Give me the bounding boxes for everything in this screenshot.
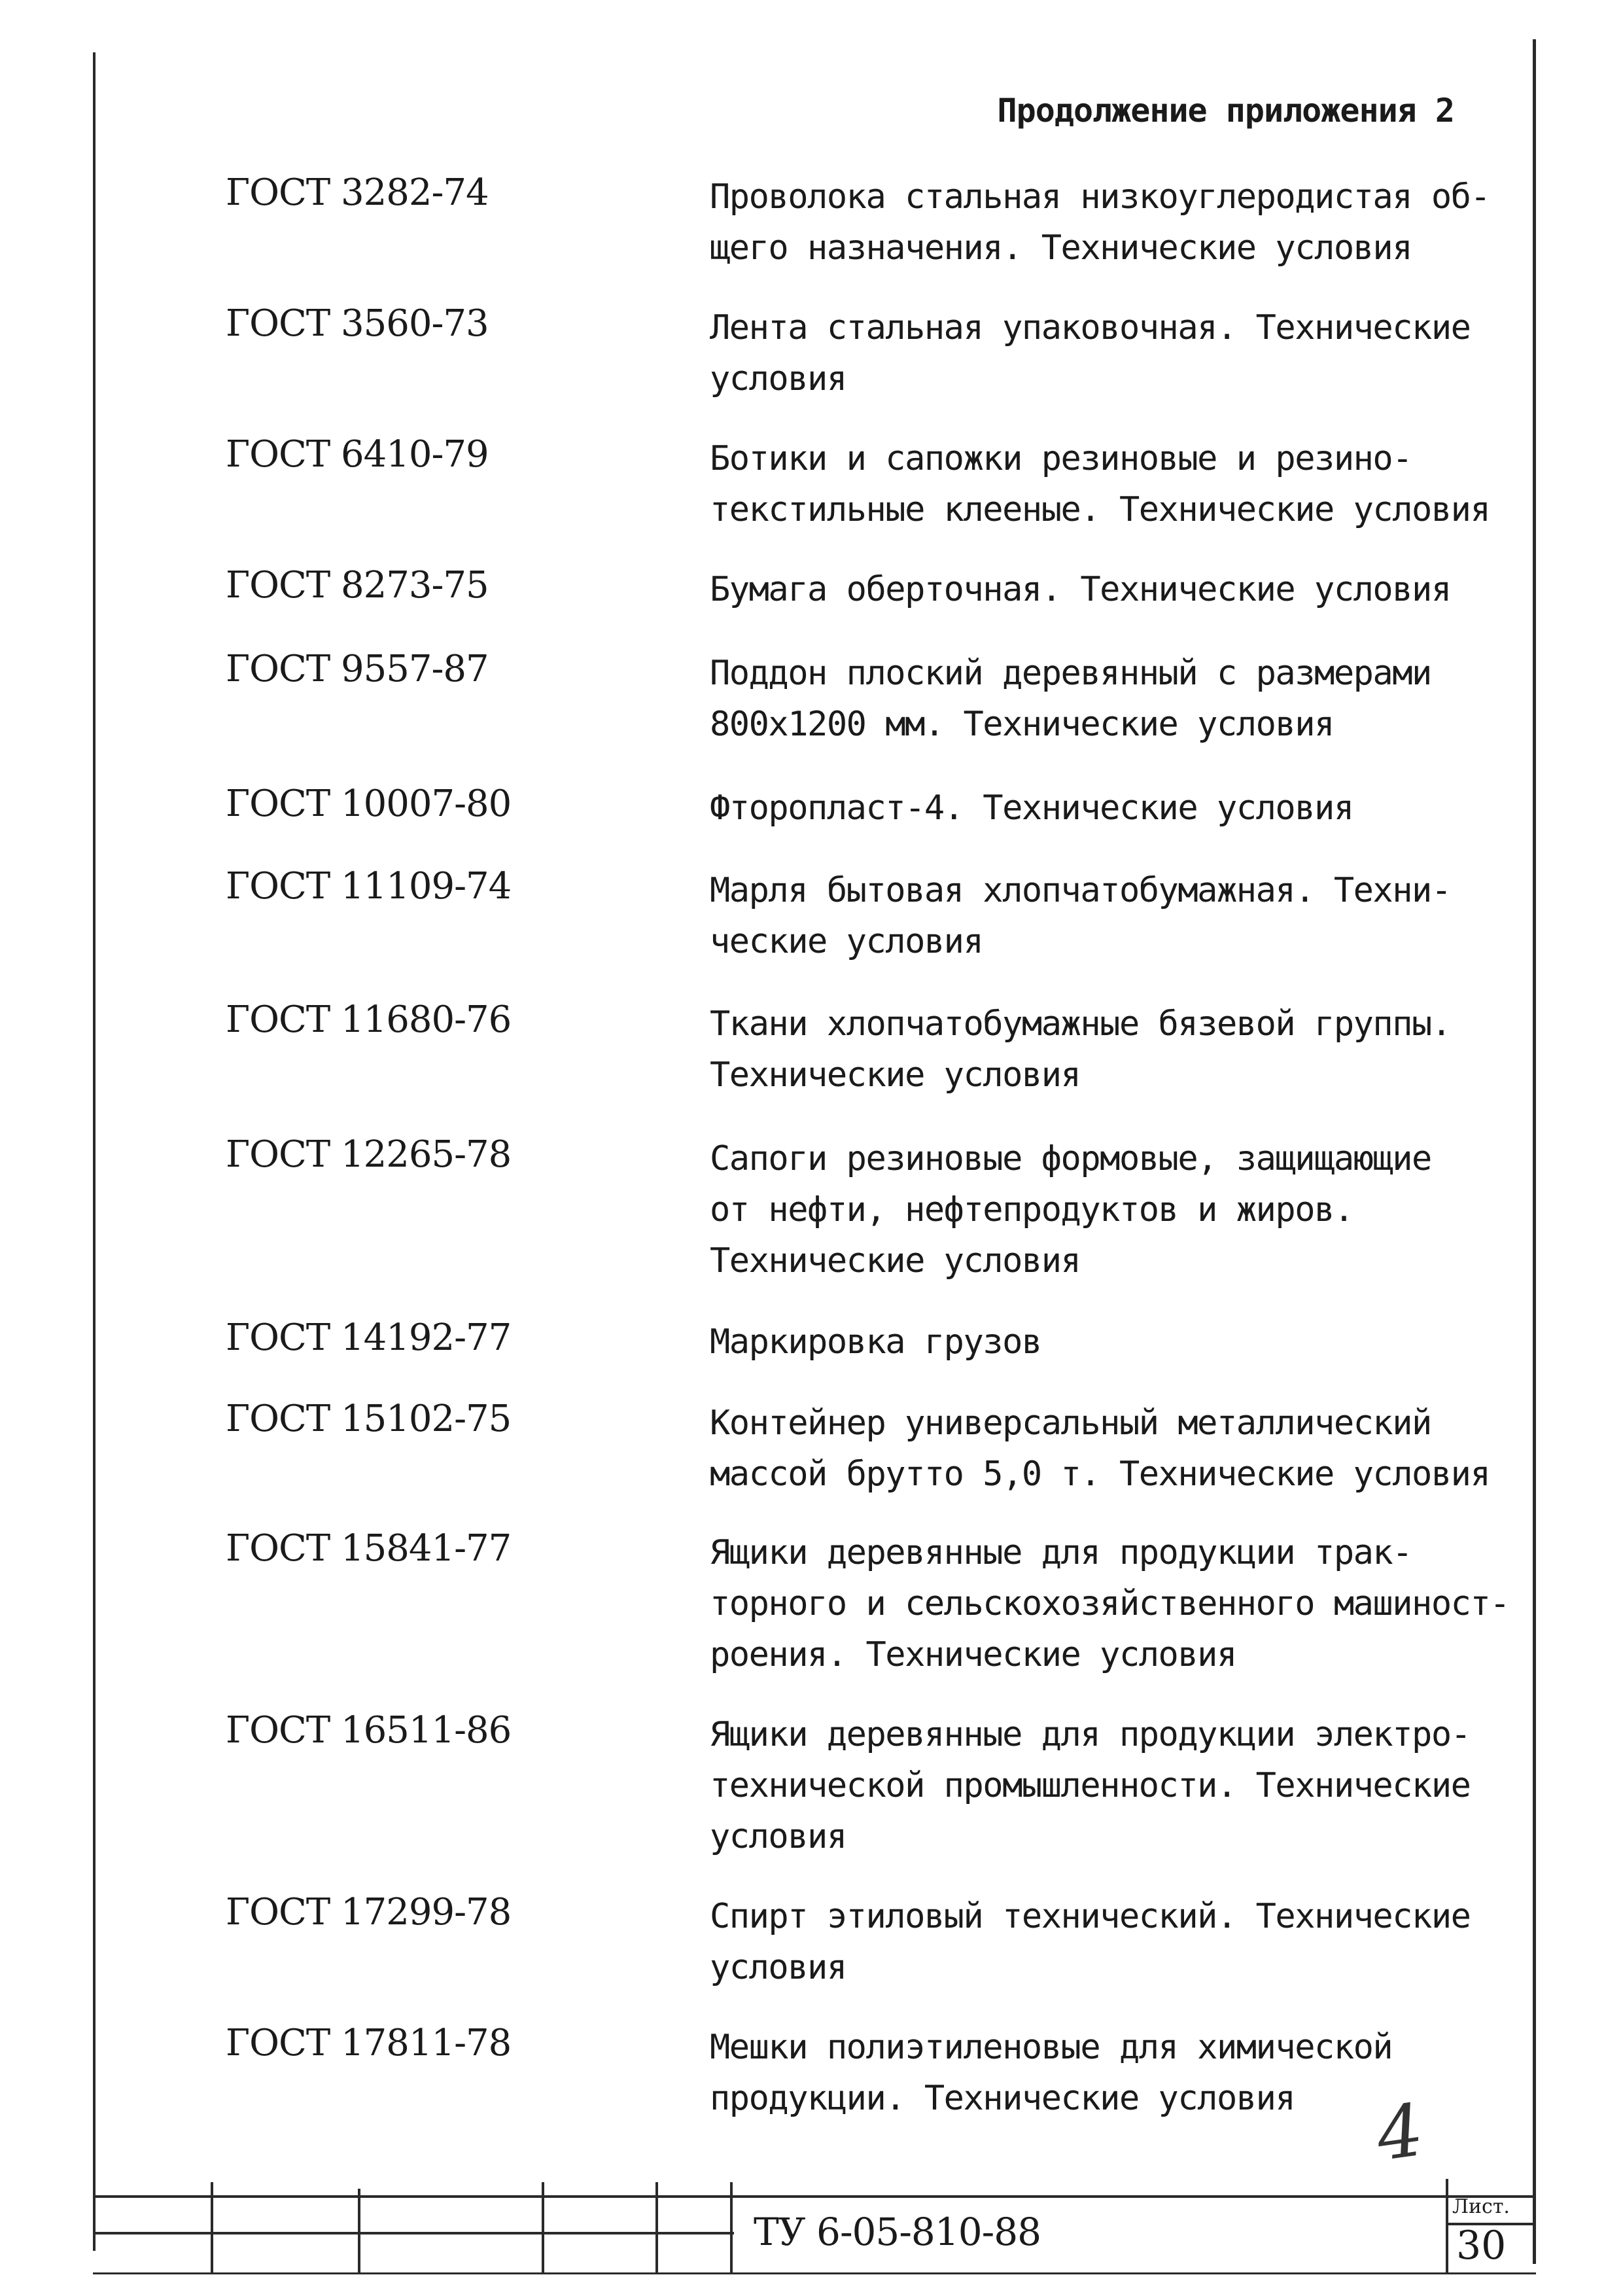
standard-description: Спирт этиловый технический. Технические условия — [710, 1897, 1471, 1987]
sheet-number: 30 — [1456, 2223, 1507, 2269]
standard-code: ГОСТ 3560-73 — [226, 302, 489, 345]
title-block-mid-line — [93, 2232, 734, 2234]
standard-description: Проволока стальная низкоуглеродистая об- щего назначения. Технические условия — [710, 177, 1490, 268]
sheet-label: Лист. — [1452, 2195, 1510, 2218]
standard-code: ГОСТ 15102-75 — [226, 1398, 512, 1440]
standard-description: Мешки полиэтиленовые для химической продукции. Технические условия — [710, 2028, 1393, 2118]
standard-code: ГОСТ 10007-80 — [226, 783, 512, 825]
title-block-top-line — [93, 2195, 1536, 2198]
standard-code: ГОСТ 11109-74 — [226, 865, 512, 908]
handwritten-note: 4 — [1371, 2087, 1429, 2178]
standard-code: ГОСТ 9557-87 — [226, 648, 489, 690]
title-block-divider — [542, 2182, 544, 2274]
standard-code: ГОСТ 12265-78 — [226, 1133, 512, 1176]
standard-description: Сапоги резиновые формовые, защищающие от нефти, нефтепродуктов и жиров. Технические условия — [710, 1139, 1431, 1280]
document-code: ТУ 6-05-810-88 — [754, 2210, 1041, 2254]
standard-code: ГОСТ 16511-86 — [226, 1709, 512, 1752]
title-block-divider — [1446, 2179, 1448, 2274]
standard-code: ГОСТ 3282-74 — [226, 171, 489, 214]
title-block — [93, 2195, 1536, 2280]
standard-code: ГОСТ 14192-77 — [226, 1316, 512, 1359]
title-block-divider — [730, 2182, 733, 2274]
standard-code: ГОСТ 6410-79 — [226, 433, 489, 476]
title-block-bottom-line — [93, 2272, 1536, 2274]
title-block-divider — [358, 2189, 360, 2274]
standard-description: Фторопласт-4. Технические условия — [710, 788, 1353, 828]
standard-description: Марля бытовая хлопчатобумажная. Техни- ческие условия — [710, 871, 1451, 961]
standard-description: Ящики деревянные для продукции электро- технической промышленности. Технические условия — [710, 1715, 1471, 1856]
standard-description: Маркировка грузов — [710, 1322, 1041, 1362]
title-block-divider — [211, 2182, 213, 2274]
standard-code: ГОСТ 15841-77 — [226, 1527, 512, 1570]
standard-code: ГОСТ 17811-78 — [226, 2022, 512, 2064]
standard-description: Ткани хлопчатобумажные бязевой группы. Технические условия — [710, 1004, 1451, 1095]
standard-description: Ботики и сапожки резиновые и резино- текстильные клееные. Технические условия — [710, 439, 1490, 529]
standard-description: Поддон плоский деревянный с размерами 800x1200 мм. Технические условия — [710, 654, 1431, 744]
standard-description: Лента стальная упаковочная. Технические условия — [710, 308, 1471, 398]
standard-code: ГОСТ 8273-75 — [226, 564, 489, 607]
standard-description: Ящики деревянные для продукции трак- торного и сельскохозяйственного машиност- роения. Технические условия — [710, 1533, 1510, 1674]
standard-description: Бумага оберточная. Технические условия — [710, 570, 1451, 609]
standard-code: ГОСТ 11680-76 — [226, 998, 512, 1041]
title-block-divider — [655, 2182, 658, 2274]
standard-description: Контейнер универсальный металлический массой брутто 5,0 т. Технические условия — [710, 1404, 1490, 1494]
standard-code: ГОСТ 17299-78 — [226, 1891, 512, 1934]
page-header: Продолжение приложения 2 — [997, 92, 1454, 130]
